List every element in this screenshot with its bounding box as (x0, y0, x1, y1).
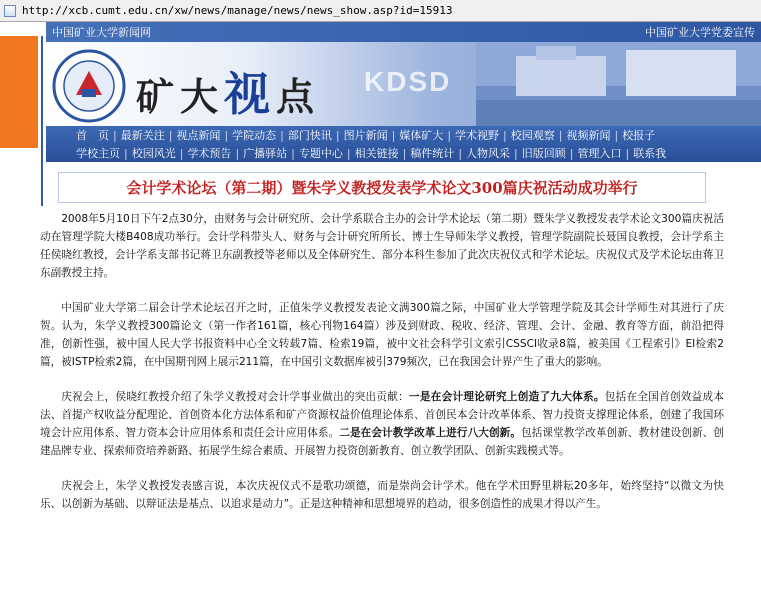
brand-logo (136, 58, 320, 124)
nav-contact[interactable]: 联系我 (633, 147, 667, 160)
brand-char-2: 大 (180, 74, 225, 119)
p3-highlight-2: 二是在会计教学改革上进行八大创新。 (339, 427, 522, 439)
article-title-box (58, 172, 706, 203)
orange-block (0, 36, 38, 148)
nav-school-paper[interactable]: 校报子 (622, 129, 656, 142)
nav-people[interactable]: 人物风采 (466, 147, 511, 160)
brand-char-4: 点 (276, 74, 321, 119)
nav-school-home[interactable]: 学校主页 (76, 147, 120, 160)
nav-department-news[interactable]: 部门快讯 (287, 129, 332, 142)
site-banner (46, 22, 761, 126)
nav-admin[interactable]: 管理入口 (577, 147, 622, 160)
nav-video-news[interactable]: 视频新闻 (566, 129, 611, 142)
party-propaganda-link[interactable]: 中国矿业大学党委宣传 (645, 26, 755, 39)
nav-topics[interactable]: 专题中心 (298, 147, 343, 160)
p3-intro: 庆祝会上，侯晓红教授介绍了朱学义教授对会计学事业做出的突出贡献： (61, 391, 410, 403)
nav-photo-news[interactable]: 图片新闻 (343, 129, 388, 142)
address-bar[interactable] (0, 0, 761, 22)
nav-campus-observe[interactable]: 校园观察 (510, 129, 555, 142)
nav-stats[interactable]: 稿件统计 (410, 147, 455, 160)
main-navigation (46, 126, 761, 162)
brand-char-3: 视 (224, 67, 277, 121)
nav-academic-preview[interactable]: 学术预告 (187, 147, 232, 160)
blue-divider (41, 36, 43, 206)
article-paragraph-4: 庆祝会上，朱学义教授发表感言说，本次庆祝仪式不是歌功颂德，而是崇尚会计学术。他在学术田野里耕耘20多年，始终坚持“以微文为快乐、以创新为基础、以辩证法是基点、以追求是动力”。正是这种精神和思想境界的趋动，很多创造性的成果才得以产生。 (40, 480, 724, 510)
nav-academic[interactable]: 学术视野 (455, 129, 500, 142)
p3-detail-2: 包括课堂教学改革创新、教材建设创新、创建品牌专业、探索师资培养新路、拓展学生综合素质、开展智力投资创新教育、创立教学团队、创新实践模式等。 (40, 427, 725, 457)
nav-old-version[interactable]: 旧版回顾 (521, 147, 566, 160)
nav-latest[interactable]: 最新关注 (120, 129, 165, 142)
page-icon (4, 5, 16, 17)
campus-photo (476, 42, 761, 126)
article-paragraph-3 (40, 388, 724, 460)
nav-viewpoint-news[interactable]: 视点新闻 (176, 129, 221, 142)
nav-row-2: 学校主页 | 校园风光 | 学术预告 | 广播驿站 | 专题中心 | 相关链接 | 稿件统计 | 人物风采 | 旧版回顾 | 管理入口 | 联系我 (46, 144, 761, 162)
site-name[interactable]: 中国矿业大学新闻网 (52, 26, 151, 39)
article-body (40, 210, 724, 530)
nav-row-1: 首 页 | 最新关注 | 视点新闻 | 学院动态 | 部门快讯 | 图片新闻 | 媒体矿大 | 学术视野 | 校园观察 | 视频新闻 | 校报子 (46, 126, 761, 144)
article-paragraph-1: 2008年5月10日下午2点30分，由财务与会计研究所、会计学系联合主办的会计学术论坛（第二期）暨朱学义教授发表学术论文300篇庆祝活动在管理学院大楼B408成功举行。会计学科带头人、财务与会计研究所所长、博士生导师朱学义教授，管理学院副院长聂国良教授，会计学系主任侯晓红教授，会计学系支部书记蒋卫东副教授等老师以及全体研究生、部分本科生参加了此次庆祝仪式和学术论坛。庆祝仪式及学术论坛由蒋卫东副教授主持。 (40, 213, 724, 279)
nav-links[interactable]: 相关链接 (354, 147, 399, 160)
p3-detail-1: 包括在全国首创效益成本法、首提产权收益分配理论、首创资本化方法体系和矿产资源权益价值理论体系、首创民本会计改革体系、智力投资支撑理论体系，创建了我国环境会计应用体系、智力资本会计应用体系和责任会计应用体系。 (40, 391, 725, 439)
university-seal-icon (52, 49, 126, 123)
article-title: 会计学术论坛（第二期）暨朱学义教授发表学术论文300篇庆祝活动成功举行 (126, 179, 638, 197)
banner-top-strip (46, 22, 761, 42)
nav-radio[interactable]: 广播驿站 (243, 147, 288, 160)
nav-college-news[interactable]: 学院动态 (232, 129, 277, 142)
banner-watermark: KDSD (364, 66, 452, 97)
nav-campus-scenery[interactable]: 校园风光 (131, 147, 176, 160)
nav-media[interactable]: 媒体矿大 (399, 129, 444, 142)
nav-home[interactable]: 首 页 (76, 129, 109, 142)
p3-highlight-1: 一是在会计理论研究上创造了九大体系。 (409, 391, 605, 403)
article-paragraph-2: 中国矿业大学第二届会计学术论坛召开之时，正值朱学义教授发表论文满300篇之际，中国矿业大学管理学院及其会计学师生对其进行了庆贺。认为，朱学义教授300篇论文（第一作者161篇，核心刊物164篇）涉及到财政、税收、经济、管理、会计、金融、教育等方面，前沿把得准，创新性强，被中国人民大学书报资料中心全文转载7篇、检索19篇，被中文社会科学引文索引CSSCI收录8篇，被美国《工程索引》EI检索2篇，被ISTP检索2篇，在中国期刊网上展示211篇，在中国引文数据库被引379频次，已在我国会计界产生了重大的影响。 (40, 302, 724, 368)
brand-char-1: 矿 (136, 74, 181, 119)
url-text[interactable]: http://xcb.cumt.edu.cn/xw/news/manage/news/news_show.asp?id=15913 (22, 4, 453, 17)
